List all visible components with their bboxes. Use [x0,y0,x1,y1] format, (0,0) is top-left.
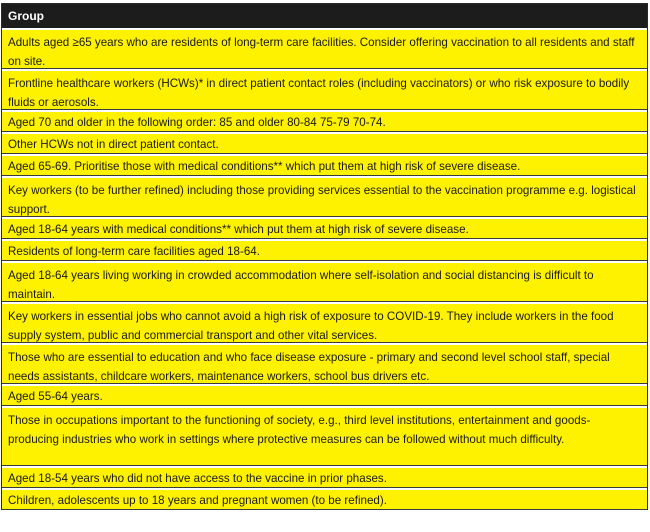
table-row: Aged 18-64 years with medical conditions** which put them at high risk of severe disease. [2,217,647,239]
table-row: Other HCWs not in direct patient contact. [2,132,647,154]
table-row: Aged 65-69. Prioritise those with medical conditions** which put them at high risk of severe disease. [2,154,647,176]
table-row: Those in occupations important to the functioning of society, e.g., third level institutions, entertainment and goods-producing industries who work in settings where protective measures can be followed without much difficulty. [2,406,647,466]
table-row: Those who are essential to education and who face disease exposure - primary and second level school staff, special needs assistants, childcare workers, maintenance workers, school bus drivers etc. [2,343,647,384]
table-row: Frontline healthcare workers (HCWs)* in direct patient contact roles (including vaccinators) or who risk exposure to bodily fluids or aerosols. [2,69,647,110]
table-row: Aged 18-54 years who did not have access to the vaccine in prior phases. [2,466,647,488]
table-row: Aged 70 and older in the following order: 85 and older 80-84 75-79 70-74. [2,110,647,132]
vaccine-priority-table [1,3,648,510]
table-row: Aged 18-64 years living working in crowded accommodation where self-isolation and social distancing is difficult to maintain. [2,261,647,302]
table-row: Key workers in essential jobs who cannot avoid a high risk of exposure to COVID-19. They include workers in the food supply system, public and commercial transport and other vital services. [2,302,647,343]
table-header-group: Group [2,4,647,28]
table-row: Aged 55-64 years. [2,384,647,406]
table-row: Residents of long-term care facilities aged 18-64. [2,239,647,261]
table-row: Children, adolescents up to 18 years and pregnant women (to be refined). [2,488,647,510]
table-row: Adults aged ≥65 years who are residents of long-term care facilities. Consider offering vaccination to all residents and staff on site. [2,28,647,69]
table-row: Key workers (to be further refined) including those providing services essential to the vaccination programme e.g. logistical support. [2,176,647,217]
